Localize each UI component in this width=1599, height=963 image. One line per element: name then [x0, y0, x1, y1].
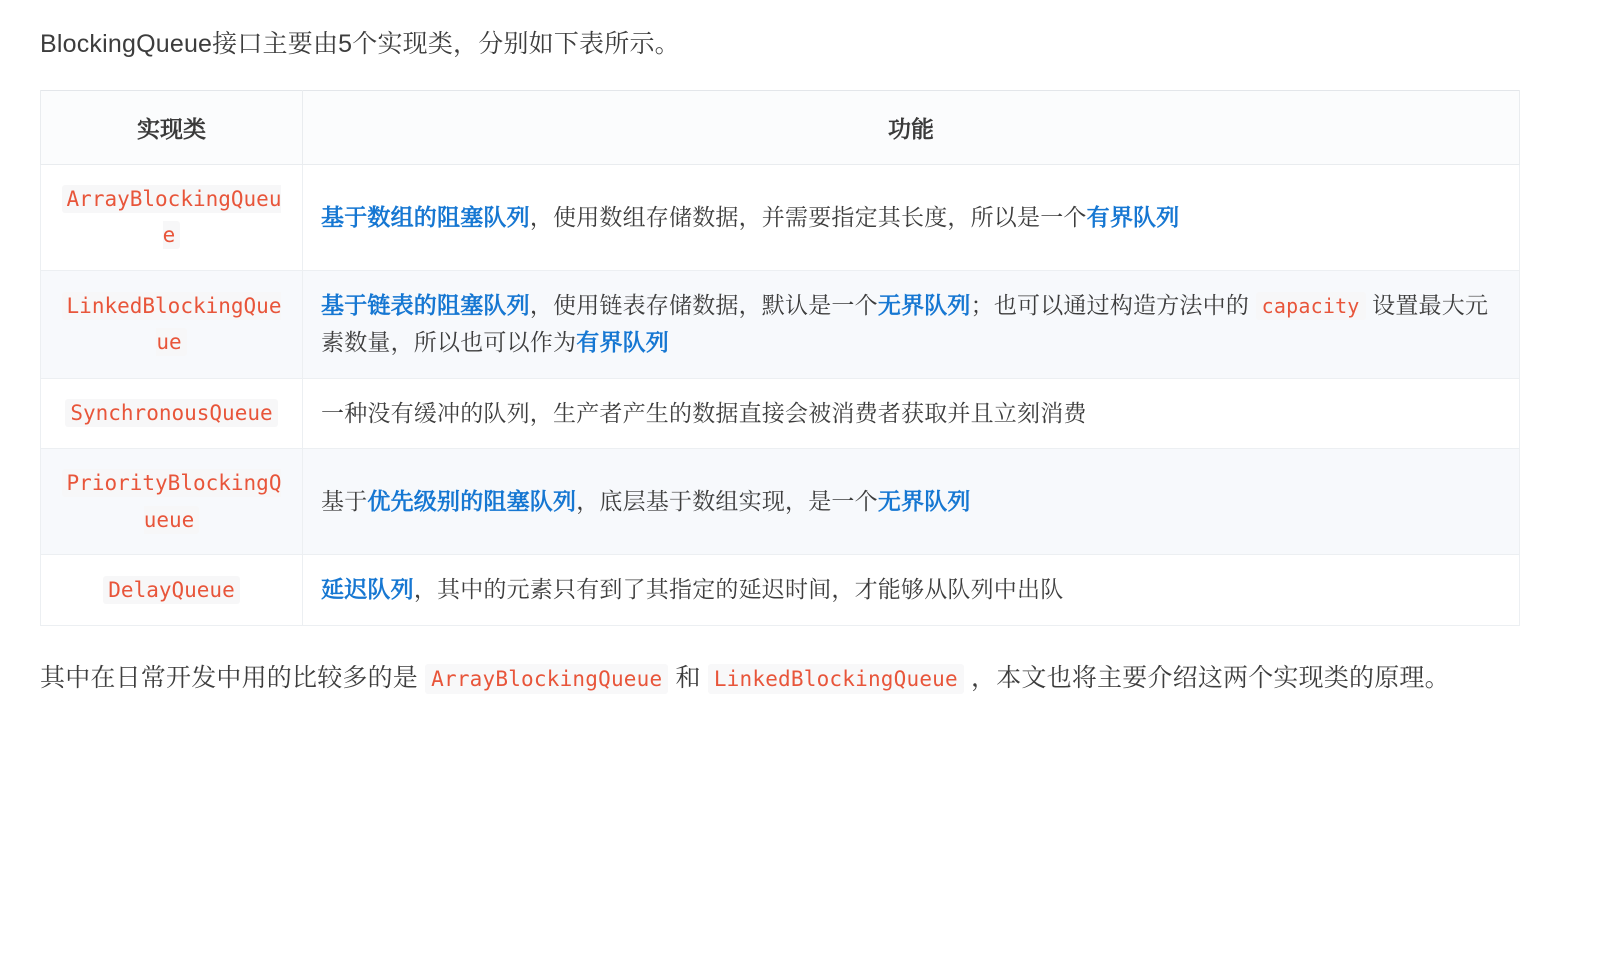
- class-name-code: SynchronousQueue: [65, 399, 277, 427]
- table-row: [41, 271, 1520, 379]
- cell-description: [303, 555, 1520, 625]
- inline-code: capacity: [1256, 292, 1366, 320]
- table-header-row: [41, 90, 1520, 164]
- cell-class-name: [41, 448, 303, 555]
- highlight-term: 延迟队列: [321, 576, 414, 603]
- table-head: [41, 90, 1520, 164]
- cell-class-name: [41, 271, 303, 379]
- intro-paragraph: BlockingQueue接口主要由5个实现类，分别如下表所示。: [40, 30, 680, 58]
- highlight-term: 有界队列: [576, 329, 670, 356]
- outro-paragraph: [40, 658, 1559, 699]
- inline-code: LinkedBlockingQueue: [708, 664, 964, 694]
- text-run: ；也可以通过构造方法中的: [970, 292, 1256, 318]
- cell-class-name: [41, 378, 303, 448]
- table-body: [41, 164, 1520, 625]
- class-name-code: LinkedBlockingQueue: [62, 292, 282, 357]
- highlight-term: 无界队列: [877, 292, 971, 318]
- cell-class-name: [41, 164, 303, 271]
- table-row: [41, 448, 1520, 555]
- highlight-term: 基于链表的阻塞队列: [321, 292, 530, 318]
- cell-description: [303, 378, 1520, 448]
- highlight-term: 优先级别的阻塞队列: [367, 487, 577, 514]
- text-run: ，使用数组存储数据，并需要指定其长度，所以是一个: [529, 203, 1087, 230]
- text-run: 和: [668, 663, 708, 692]
- highlight-term: 基于数组的阻塞队列: [321, 203, 530, 230]
- class-name-code: ArrayBlockingQueue: [62, 185, 282, 250]
- text-run: ，使用链表存储数据，默认是一个: [529, 292, 878, 318]
- class-name-code: DelayQueue: [103, 576, 239, 604]
- text-run: 一种没有缓冲的队列，生产者产生的数据直接会被消费者获取并且立刻消费: [321, 399, 1087, 426]
- inline-code: ArrayBlockingQueue: [425, 664, 668, 694]
- text-run: ，本文也将主要介绍这两个实现类的原理。: [963, 663, 1450, 692]
- column-header-function: 功能: [303, 90, 1520, 164]
- text-run: ，底层基于数组实现，是一个: [576, 487, 878, 514]
- highlight-term: 有界队列: [1086, 203, 1180, 230]
- text-run: 设置最大元素数量，所以也可以作为: [321, 292, 1489, 356]
- column-header-class: 实现类: [41, 90, 303, 164]
- table-row: [41, 555, 1520, 625]
- cell-description: [303, 164, 1520, 271]
- table-row: [41, 164, 1520, 271]
- highlight-term: 无界队列: [877, 487, 971, 514]
- cell-description: [303, 448, 1520, 555]
- cell-description: [303, 271, 1520, 379]
- blocking-queue-implementations-table: [40, 90, 1520, 626]
- text-run: 其中在日常开发中用的比较多的是: [40, 663, 426, 692]
- cell-class-name: [41, 555, 303, 625]
- class-name-code: PriorityBlockingQueue: [62, 469, 282, 534]
- text-run: ，其中的元素只有到了其指定的延迟时间，才能够从队列中出队: [413, 576, 1064, 603]
- text-run: 基于: [321, 487, 368, 514]
- table-row: [41, 378, 1520, 448]
